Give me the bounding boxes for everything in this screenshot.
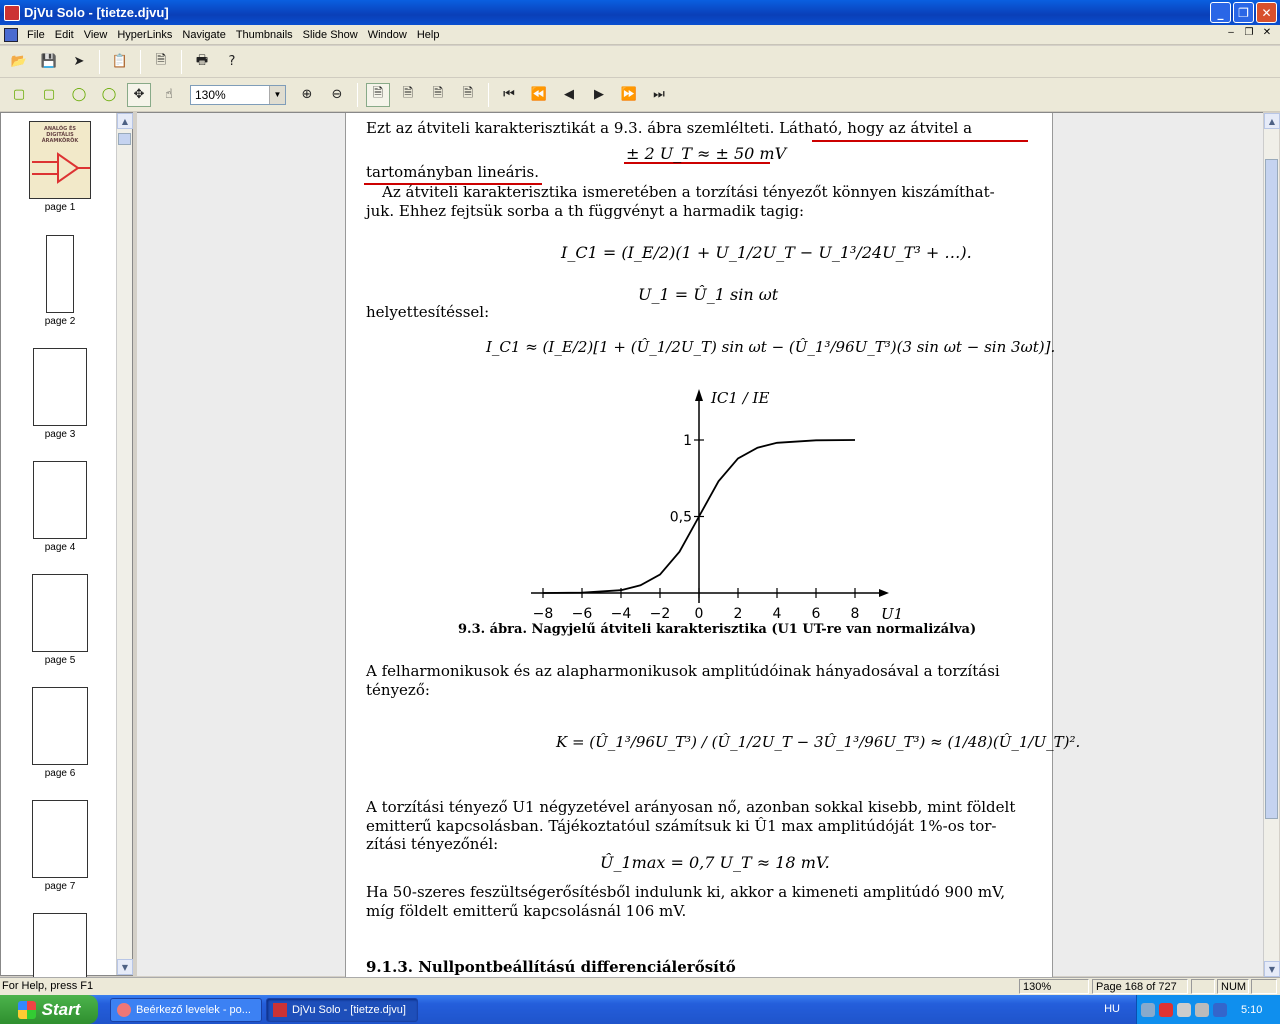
thumbnail-label: page 3: [44, 429, 76, 440]
thumbnail-page-3[interactable]: [29, 348, 91, 440]
thumbnail-label: page 4: [44, 542, 76, 553]
thumbnail-page-7[interactable]: [29, 800, 91, 892]
paragraph-4-line-3: zítási tényezőnél:: [366, 835, 499, 853]
x-tick-label: −4: [610, 606, 632, 622]
equation-u1max: Û_1max = 0,7 U_T ≈ 18 mV.: [600, 853, 830, 872]
view-toolbar: [0, 78, 1280, 112]
paragraph-5-line-2: míg földelt emitterű kapcsolásnál 106 mV.: [366, 902, 687, 920]
minimize-button[interactable]: _: [1210, 2, 1231, 23]
scroll-thumb[interactable]: [118, 133, 131, 145]
status-scrl: [1251, 979, 1277, 994]
y-axis-label: IC1 / IE: [711, 389, 770, 407]
menu-window[interactable]: Window: [367, 28, 407, 41]
doc-restore-button[interactable]: ❐: [1244, 27, 1254, 38]
thumbnail-label: page 1: [44, 202, 76, 213]
x-tick-label: 6: [811, 606, 821, 622]
export-icon[interactable]: ➤: [73, 54, 85, 69]
scroll-down-icon[interactable]: ▼: [117, 959, 133, 975]
document-page: [345, 113, 1081, 993]
paragraph-4-line-1: A torzítási tényező U1 négyzetével arányosan nő, azonban sokkal kisebb, mint földelt: [366, 798, 1016, 816]
scroll-down-icon[interactable]: ▼: [1264, 961, 1280, 977]
restore-button[interactable]: ❐: [1233, 2, 1254, 23]
menu-view[interactable]: View: [83, 28, 108, 41]
doc-minimize-button[interactable]: –: [1228, 27, 1234, 38]
djvu-icon: [273, 1003, 287, 1017]
x-tick-label: 8: [850, 606, 860, 622]
thumbnail-pane: [0, 112, 133, 976]
scroll-up-icon[interactable]: ▲: [117, 113, 133, 129]
thumbnail-image: [32, 800, 88, 878]
thumbnail-page-5[interactable]: [29, 574, 91, 666]
menu-bar: [0, 25, 1280, 45]
paragraph-2-line-2: juk. Ehhez fejtsük sorba a th függvényt a harmadik tagig:: [366, 202, 805, 220]
equation-u1: U_1 = Û_1 sin ωt: [638, 285, 779, 304]
x-axis-label: U1: [881, 605, 904, 623]
equation-k: K = (Û_1³/96U_T³) / (Û_1/2U_T − 3Û_1³/96U_T³) ≈ (1/48)(Û_1/U_T)².: [556, 733, 1081, 751]
select-area-icon[interactable]: ▢: [42, 87, 56, 102]
zoom-value: 130%: [195, 87, 226, 102]
equation-ic1-approx: I_C1 ≈ (I_E/2)[1 + (Û_1/2U_T) sin ωt − (Û_1³/96U_T³)(3 sin ωt − sin 3ωt)].: [486, 338, 1056, 356]
doc-close-button[interactable]: ✕: [1262, 27, 1272, 38]
document-viewer[interactable]: [137, 112, 1276, 976]
thumbnail-scrollbar[interactable]: [116, 113, 132, 975]
first-page-icon[interactable]: ⏮: [503, 87, 515, 102]
menu-file[interactable]: File: [27, 28, 45, 41]
page-bw-icon[interactable]: 🗎: [402, 85, 414, 101]
open-icon[interactable]: 📂: [10, 54, 28, 69]
thumbnail-page-1[interactable]: [29, 121, 91, 213]
select-ellipse-icon[interactable]: ◯: [101, 87, 117, 102]
windows-logo-icon: [18, 1001, 36, 1019]
thumbnail-image: [33, 348, 87, 426]
x-tick-label: −2: [649, 606, 671, 622]
back-pages-icon[interactable]: ⏪: [530, 87, 548, 102]
y-axis-arrow: [695, 389, 703, 401]
forward-pages-icon[interactable]: ⏩: [620, 87, 638, 102]
x-tick-label: −6: [571, 606, 593, 622]
thumbnail-page-2[interactable]: [29, 235, 91, 327]
paragraph-1-line-2: tartományban lineáris.: [366, 163, 539, 181]
menu-help[interactable]: Help: [416, 28, 440, 41]
document-icon[interactable]: [4, 28, 18, 42]
task-label: Beérkező levelek - po...: [136, 1003, 251, 1016]
x-tick-label: 4: [772, 606, 782, 622]
scroll-up-icon[interactable]: ▲: [1264, 113, 1280, 129]
language-indicator[interactable]: HU: [1104, 1003, 1120, 1015]
section-heading: 9.1.3. Nullpontbeállítású differenciálerősítő: [366, 958, 736, 976]
paragraph-1-line-1: Ezt az átviteli karakterisztikát a 9.3. ábra szemlélteti. Látható, hogy az átvitel a: [366, 119, 973, 137]
paragraph-5-line-1: Ha 50-szeres feszültségerősítésből indulunk ki, akkor a kimeneti amplitúdó 900 mV,: [366, 883, 1006, 901]
network-icon[interactable]: [1141, 1003, 1155, 1017]
thumbnail-label: page 6: [44, 768, 76, 779]
zoom-out-icon[interactable]: ⊖: [331, 87, 343, 102]
status-num: NUM: [1217, 979, 1249, 994]
status-help-text: For Help, press F1: [2, 980, 94, 992]
cover-symbol-icon: [30, 148, 90, 198]
taskbar: [0, 995, 1280, 1024]
pan-icon[interactable]: ✥: [127, 83, 151, 107]
paragraph-4-line-2: emitterű kapcsolásban. Tájékoztatóul számítsuk ki Û1 max amplitúdóját 1%-os tor-: [366, 817, 997, 835]
djvu-app-icon[interactable]: [4, 5, 20, 21]
status-empty: [1191, 979, 1215, 994]
help-icon[interactable]: ?: [228, 54, 236, 69]
menu-edit[interactable]: Edit: [54, 28, 74, 41]
status-zoom: 130%: [1019, 979, 1089, 994]
save-icon[interactable]: 💾: [40, 54, 58, 69]
thumbnail-image: [32, 687, 88, 765]
y-tick-label: 0,5: [669, 509, 692, 526]
antivirus-icon[interactable]: [1159, 1003, 1173, 1017]
range-equation: ± 2 U_T ≈ ± 50 mV: [626, 144, 787, 163]
bluetooth-icon[interactable]: [1213, 1003, 1227, 1017]
thumbnail-image: [33, 461, 87, 539]
next-page-icon[interactable]: ▶: [594, 87, 604, 102]
chevron-down-icon[interactable]: ▼: [269, 86, 285, 104]
menu-thumbnails[interactable]: Thumbnails: [235, 28, 293, 41]
main-toolbar: [0, 46, 1280, 78]
clock: 5:10: [1241, 1003, 1263, 1016]
hand-icon[interactable]: ☝: [165, 87, 173, 102]
select-region-icon[interactable]: ◯: [71, 87, 87, 102]
x-tick-label: 0: [694, 606, 704, 622]
paragraph-2-line-1: Az átviteli karakterisztika ismeretében a torzítási tényezőt könnyen kiszámíthat-: [382, 183, 995, 201]
thumbnail-page-4[interactable]: [29, 461, 91, 553]
start-button[interactable]: [0, 995, 98, 1024]
y-tick-label: 1: [683, 433, 692, 449]
print-icon[interactable]: 🖶: [195, 52, 209, 68]
x-tick-label: −8: [532, 606, 554, 622]
paragraph-3-line-2: tényező:: [366, 681, 430, 699]
menu-navigate[interactable]: Navigate: [182, 28, 226, 41]
title-bar: [0, 0, 1280, 25]
sync-icon[interactable]: [1195, 1003, 1209, 1017]
taskbar-item-djvu[interactable]: [266, 998, 418, 1022]
menu-hyperlinks[interactable]: HyperLinks: [117, 28, 173, 41]
thumbnail-label: page 7: [44, 881, 76, 892]
firefox-icon: [117, 1003, 131, 1017]
x-axis-arrow: [879, 589, 889, 597]
paragraph-3-line-1: A felharmonikusok és az alapharmonikusok amplitúdóinak hányadosával a torzítási: [366, 662, 1000, 680]
page-bg-icon[interactable]: 🗎: [462, 85, 474, 101]
close-button[interactable]: ✕: [1256, 2, 1277, 23]
last-page-icon[interactable]: ⏭: [653, 87, 665, 102]
window-title: DjVu Solo - [tietze.djvu]: [24, 5, 169, 20]
thumbnail-label: page 5: [44, 655, 76, 666]
zoom-select[interactable]: [190, 85, 286, 105]
zoom-in-icon[interactable]: ⊕: [301, 87, 313, 102]
page-fg-icon[interactable]: 🗎: [432, 85, 444, 101]
task-label: DjVu Solo - [tietze.djvu]: [292, 1003, 406, 1016]
thumbnail-image: [29, 121, 91, 199]
page-color-icon[interactable]: 🗎: [366, 83, 390, 107]
equation-ic1-series: I_C1 = (I_E/2)(1 + U_1/2U_T − U_1³/24U_T³ + …).: [561, 243, 972, 262]
status-page: Page 168 of 727: [1092, 979, 1188, 994]
volume-icon[interactable]: [1177, 1003, 1191, 1017]
menu-slide-show[interactable]: Slide Show: [302, 28, 358, 41]
x-tick-label: 2: [733, 606, 743, 622]
figure-caption: 9.3. ábra. Nagyjelű átviteli karakterisztika (U1 UT-re van normalizálva): [458, 622, 977, 637]
thumbnail-page-6[interactable]: [29, 687, 91, 779]
scroll-thumb[interactable]: [1265, 159, 1278, 819]
thumbnail-image: [46, 235, 74, 313]
prev-page-icon[interactable]: ◀: [564, 87, 574, 102]
start-label: Start: [41, 999, 81, 1019]
transfer-characteristic-chart: [486, 383, 906, 623]
cover-title: ANALÓG ÉS DIGITÁLIS ÁRAMKÖRÖK: [41, 126, 79, 144]
paste-icon[interactable]: 📋: [111, 54, 129, 69]
substitution-label: helyettesítéssel:: [366, 303, 490, 321]
status-bar: [0, 977, 1280, 995]
system-tray: [1136, 995, 1280, 1024]
thumbnail-label: page 2: [44, 316, 76, 327]
select-rect-icon[interactable]: ▢: [12, 87, 26, 102]
bookmark-icon[interactable]: 🗎: [155, 52, 167, 68]
thumbnail-image: [32, 574, 88, 652]
taskbar-item-mail[interactable]: [110, 998, 262, 1022]
viewer-scrollbar[interactable]: [1263, 113, 1279, 977]
